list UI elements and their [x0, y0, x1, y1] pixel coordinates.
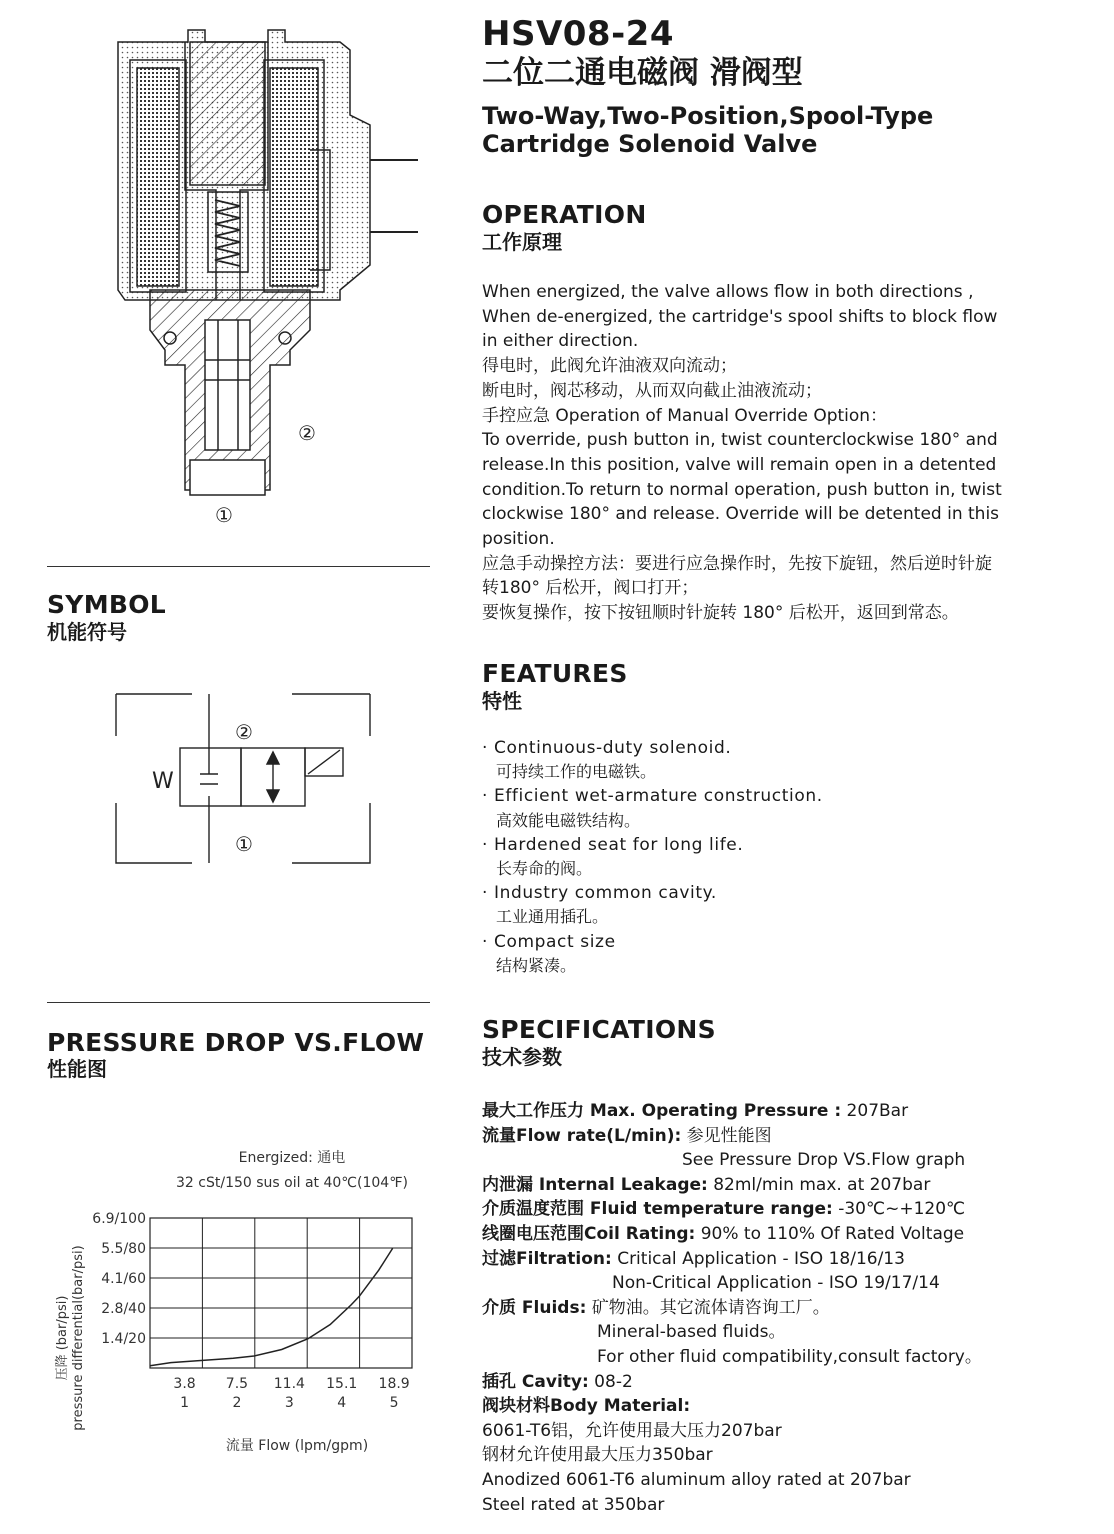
chart-xlabel: 流量 Flow (lpm/gpm) [225, 1438, 369, 1454]
spec-row [482, 1345, 982, 1370]
spec-value: Critical Application - ISO 18/16/13 [611, 1248, 905, 1269]
chart-y-tick-label: 1.4/20 [101, 1331, 146, 1347]
operation-line: 断电时，阀芯移动，从而双向截止油液流动； [482, 380, 822, 401]
spec-row [482, 1173, 982, 1198]
specifications-heading: SPECIFICATIONS [482, 1015, 716, 1044]
chart-ylabel-cn: 压降 (bar/psi) [55, 1295, 70, 1381]
operation-line: position. [482, 529, 555, 550]
spec-label: 介质温度范围 Fluid temperature range: [482, 1199, 833, 1220]
feature-item: · Industry common cavity. [482, 883, 717, 904]
spec-value: For other fluid compatibility,consult factory。 [597, 1346, 982, 1367]
feature-item-cn: 结构紧凑。 [496, 955, 577, 975]
symbol-port-1-label: ① [235, 832, 253, 856]
chart-ylabel-en: pressure differential(bar/psi) [71, 1245, 86, 1431]
chart-y-tick-label: 4.1/60 [101, 1271, 146, 1287]
chart-x-tick-label-gpm: 4 [337, 1395, 347, 1411]
spec-row [482, 1493, 982, 1518]
features-heading: FEATURES [482, 659, 628, 688]
title-cn: 二位二通电磁阀 滑阀型 [482, 55, 803, 91]
feature-item-cn: 可持续工作的电磁铁。 [496, 762, 657, 782]
spec-row [482, 1394, 982, 1419]
spec-row [482, 1247, 982, 1272]
operation-line: release.In this position, valve will remain open in a detented [482, 454, 997, 475]
spec-label: 流量Flow rate(L/min): [482, 1125, 682, 1146]
divider [47, 566, 430, 567]
operation-line: 得电时，此阀允许油液双向流动； [482, 356, 737, 377]
spec-label: 介质 Fluids: [482, 1297, 587, 1318]
feature-item-cn: 高效能电磁铁结构。 [496, 810, 641, 830]
feature-item: · Compact size [482, 931, 616, 952]
chart-x-tick-label: 15.1 [326, 1376, 358, 1392]
drawing-port-1-label: ① [215, 503, 233, 527]
symbol-port-2-label: ② [235, 720, 253, 744]
spec-value: See Pressure Drop VS.Flow graph [682, 1150, 966, 1171]
spec-label: 最大工作压力 Max. Operating Pressure : [482, 1101, 842, 1121]
hydraulic-symbol [110, 688, 380, 868]
spec-value: 08-2 [588, 1371, 633, 1392]
operation-line: 要恢复操作，按下按钮顺时针旋转 180° 后松开，返回到常态。 [482, 603, 959, 624]
spring-label: W [152, 769, 174, 794]
chart-x-tick-label-gpm: 3 [284, 1395, 294, 1411]
symbol-heading: SYMBOL [47, 590, 167, 619]
spec-row [482, 1419, 982, 1444]
spec-value: 钢材允许使用最大压力350bar [482, 1445, 713, 1466]
model-number: HSV08-24 [482, 14, 674, 54]
spec-label: 过滤Filtration: [482, 1248, 612, 1269]
spec-label: 线圈电压范围Coil Rating: [482, 1223, 696, 1244]
spec-value: 90% to 110% Of Rated Voltage [695, 1223, 965, 1244]
spec-row [482, 1320, 982, 1345]
spec-value: Steel rated at 350bar [482, 1494, 665, 1515]
specifications-heading-cn: 技术参数 [482, 1045, 562, 1069]
specifications-list [482, 1099, 982, 1517]
series-line [150, 1248, 393, 1365]
operation-line: When de-energized, the cartridge's spool shifts to block flow [482, 306, 998, 327]
operation-line: condition.To return to normal operation, push button in, twist [482, 479, 1002, 500]
spec-label: 阀块材料Body Material: [482, 1396, 691, 1417]
pressure-drop-heading-cn: 性能图 [47, 1057, 107, 1081]
features-heading-cn: 特性 [482, 689, 522, 713]
spec-row [482, 1296, 982, 1321]
spec-value: Anodized 6061-T6 aluminum alloy rated at 207bar [482, 1469, 911, 1490]
operation-text [482, 280, 1002, 626]
chart-annotation-oil: 32 cSt/150 sus oil at 40℃(104℉) [176, 1175, 408, 1191]
chart-x-tick-label-gpm: 5 [389, 1395, 399, 1411]
valve-cross-section-drawing [40, 20, 440, 540]
feature-item-cn: 长寿命的阀。 [496, 859, 593, 879]
spec-row [482, 1099, 982, 1124]
spec-value: 6061-T6铝，允许使用最大压力207bar [482, 1420, 782, 1441]
operation-line: clockwise 180° and release. Override will be detented in this [482, 504, 1000, 525]
chart-x-tick-label: 3.8 [173, 1376, 196, 1392]
spec-row [482, 1468, 982, 1493]
spec-row [482, 1222, 982, 1247]
pressure-drop-heading: PRESSURE DROP VS.FLOW [47, 1028, 425, 1057]
spec-label: 内泄漏 Internal Leakage: [482, 1174, 708, 1195]
chart-x-tick-label: 18.9 [378, 1376, 410, 1392]
chart-x-tick-label: 11.4 [273, 1376, 305, 1392]
operation-heading-cn: 工作原理 [482, 230, 562, 254]
operation-line: To override, push button in, twist counterclockwise 180° and [482, 430, 998, 451]
operation-heading: OPERATION [482, 200, 647, 229]
title-en-line-1: Two-Way,Two-Position,Spool-Type [482, 102, 934, 130]
spec-row [482, 1124, 982, 1149]
features-list [482, 736, 823, 978]
spec-value: 82ml/min max. at 207bar [707, 1174, 931, 1195]
spec-value: 参见性能图 [681, 1125, 772, 1146]
pressure-drop-chart [40, 1140, 440, 1460]
feature-item: · Efficient wet-armature construction. [482, 786, 823, 807]
operation-line: 手控应急 Operation of Manual Override Option： [482, 405, 888, 426]
spec-row [482, 1148, 982, 1173]
chart-x-tick-label-gpm: 2 [232, 1395, 242, 1411]
symbol-heading-cn: 机能符号 [47, 620, 127, 644]
feature-item: · Hardened seat for long life. [482, 834, 744, 855]
chart-annotation-energized: Energized: 通电 [238, 1150, 346, 1166]
spec-row [482, 1370, 982, 1395]
feature-item-cn: 工业通用插孔。 [496, 907, 609, 927]
title-en-line-2: Cartridge Solenoid Valve [482, 130, 818, 158]
chart-x-tick-label-gpm: 1 [180, 1395, 190, 1411]
spec-value: Mineral-based fluids。 [597, 1322, 786, 1343]
drawing-port-2-label: ② [298, 421, 316, 445]
chart-y-tick-label: 5.5/80 [101, 1241, 146, 1257]
chart-y-tick-label: 6.9/100 [92, 1211, 146, 1227]
operation-line: When energized, the valve allows flow in both directions , [482, 282, 974, 302]
operation-line: in either direction. [482, 331, 639, 352]
spec-row [482, 1443, 982, 1468]
operation-line: 转180° 后松开，阀口打开； [482, 578, 699, 599]
spec-value: Non-Critical Application - ISO 19/17/14 [612, 1273, 940, 1294]
chart-y-tick-label: 2.8/40 [101, 1301, 146, 1317]
divider [47, 1002, 430, 1003]
feature-item: · Continuous-duty solenoid. [482, 738, 732, 758]
spec-row [482, 1271, 982, 1296]
operation-line: 应急手动操控方法：要进行应急操作时，先按下旋钮，然后逆时针旋 [482, 553, 992, 574]
spec-row [482, 1197, 982, 1222]
chart-frame [150, 1218, 412, 1368]
spec-value: -30℃~+120℃ [832, 1199, 966, 1220]
spec-label: 插孔 Cavity: [482, 1371, 589, 1392]
spec-value: 207Bar [841, 1101, 909, 1121]
spec-value: 矿物油。其它流体请咨询工厂。 [586, 1297, 830, 1318]
chart-x-tick-label: 7.5 [225, 1376, 249, 1392]
